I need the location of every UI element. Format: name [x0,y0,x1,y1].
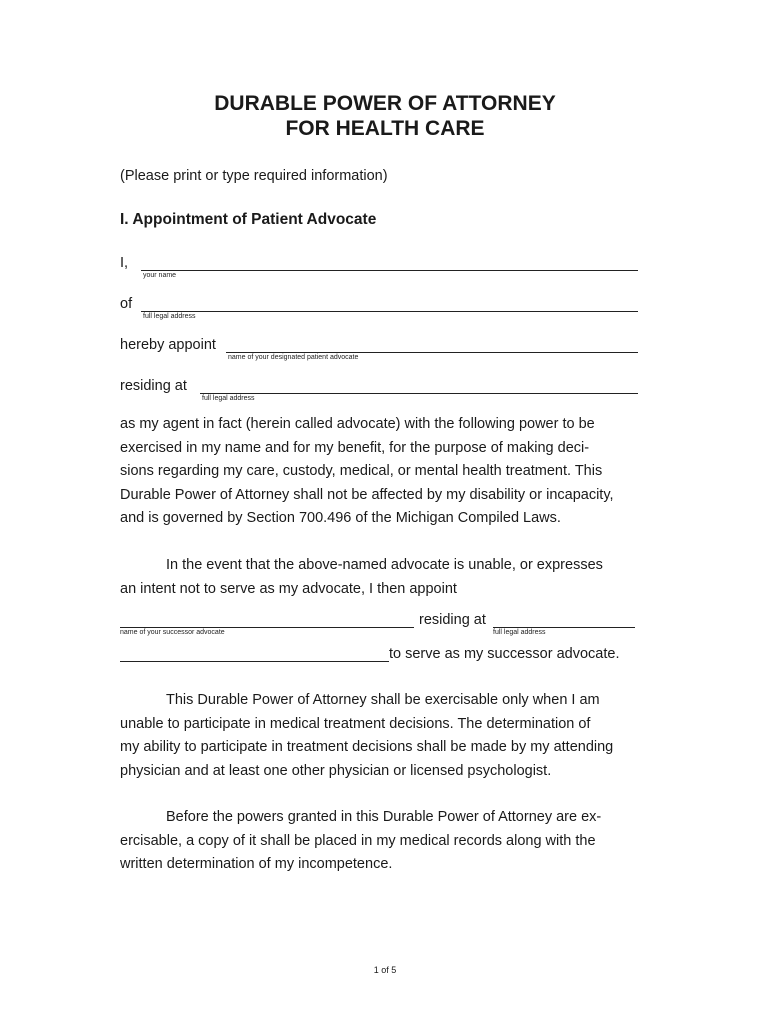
name-label: I, [120,255,129,271]
paragraph-line: Durable Power of Attorney shall not be affected by my disability or incapacity, [120,486,614,503]
paragraph-line: physician and at least one other physician or licensed psychologist. [120,762,552,779]
paragraph-line: In the event that the above-named advocate is unable, or expresses [166,557,603,573]
address-label: of [120,296,133,312]
your-name-field[interactable] [141,270,638,271]
successor-name-caption: name of your successor advocate [120,629,225,636]
paragraph-line: unable to participate in medical treatment decisions. The determination of [120,715,591,732]
document-title-line-2: FOR HEALTH CARE [285,117,485,140]
successor-advocate-name-field[interactable] [120,627,414,628]
paragraph-line: an intent not to serve as my advocate, I then appoint [120,580,457,597]
advocate-address-field[interactable] [200,393,638,394]
paragraph-line: exercised in my name and for my benefit, for the purpose of making deci- [120,439,590,456]
paragraph-line: and is governed by Section 700.496 of the Michigan Compiled Laws. [120,510,561,527]
paragraph-line: sions regarding my care, custody, medical, or mental health treatment. This [120,463,603,480]
paragraph-line: Before the powers granted in this Durable Power of Attorney are ex- [166,809,602,825]
patient-advocate-name-field[interactable] [226,352,638,353]
successor-intro-paragraph [120,554,640,601]
agent-powers-paragraph [120,413,640,531]
page-number: 1 of 5 [373,965,397,975]
paragraph-line: as my agent in fact (herein called advocate) with the following power to be [120,416,595,432]
medical-records-paragraph [120,806,640,877]
appoint-label: hereby appoint [120,337,216,353]
section-heading: I. Appointment of Patient Advocate [120,211,377,228]
successor-signature-field[interactable] [120,661,389,662]
paragraph-line: ercisable, a copy of it shall be placed in my medical records along with the [120,832,596,849]
successor-residing-at-label: residing at [419,612,486,628]
full-legal-address-caption: full legal address [143,313,196,320]
advocate-address-caption: full legal address [202,395,255,402]
successor-address-caption: full legal address [493,629,546,636]
patient-advocate-name-caption: name of your designated patient advocate [228,354,359,361]
full-legal-address-field[interactable] [141,311,638,312]
instruction-text: (Please print or type required information) [120,168,388,184]
successor-serve-label: to serve as my successor advocate. [389,646,620,662]
document-title-line-1: DURABLE POWER OF ATTORNEY [214,92,556,115]
successor-address-field[interactable] [493,627,635,628]
paragraph-line: written determination of my incompetence. [120,856,393,873]
exercisable-paragraph [120,689,640,783]
paragraph-line: my ability to participate in treatment decisions shall be made by my attending [120,739,614,756]
your-name-caption: your name [143,272,177,279]
paragraph-line: This Durable Power of Attorney shall be exercisable only when I am [166,692,600,708]
residing-at-label: residing at [120,378,187,394]
